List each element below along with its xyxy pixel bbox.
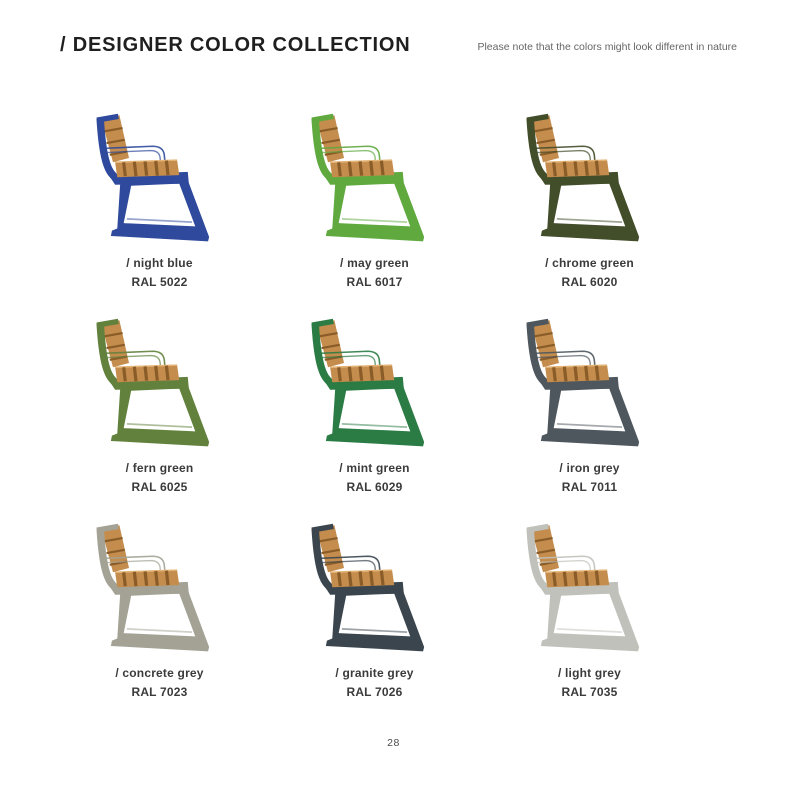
color-swatch-concrete-grey <box>52 521 267 726</box>
color-disclaimer-note: Please note that the colors might look different in nature <box>477 41 737 53</box>
color-name-label: / chrome green <box>545 256 634 270</box>
ral-code-label: RAL 7026 <box>346 685 403 699</box>
ral-code-label: RAL 7011 <box>561 480 618 494</box>
chair-illustration <box>85 521 235 662</box>
color-swatch-may-green <box>267 111 482 316</box>
color-swatch-granite-grey <box>267 521 482 726</box>
color-swatch-chrome-green <box>482 111 697 316</box>
color-swatch-mint-green <box>267 316 482 521</box>
ral-code-label: RAL 6017 <box>346 275 403 289</box>
page-number: 28 <box>387 737 400 749</box>
chair-illustration <box>300 111 450 252</box>
page-title: / DESIGNER COLOR COLLECTION <box>60 34 411 56</box>
color-name-label: / may green <box>340 256 409 270</box>
color-swatch-night-blue <box>52 111 267 316</box>
color-swatch-light-grey <box>482 521 697 726</box>
chair-illustration <box>300 316 450 457</box>
chair-illustration <box>515 316 665 457</box>
chair-illustration <box>300 521 450 662</box>
chair-illustration <box>515 521 665 662</box>
ral-code-label: RAL 5022 <box>131 275 188 289</box>
color-name-label: / fern green <box>125 461 194 475</box>
ral-code-label: RAL 6025 <box>131 480 188 494</box>
ral-code-label: RAL 6029 <box>346 480 403 494</box>
chair-illustration <box>515 111 665 252</box>
ral-code-label: RAL 6020 <box>561 275 618 289</box>
ral-code-label: RAL 7035 <box>561 685 618 699</box>
ral-code-label: RAL 7023 <box>131 685 188 699</box>
color-name-label: / granite grey <box>335 666 414 680</box>
color-name-label: / concrete grey <box>115 666 204 680</box>
color-name-label: / night blue <box>126 256 193 270</box>
chair-illustration <box>85 111 235 252</box>
color-grid <box>52 111 697 726</box>
color-swatch-fern-green <box>52 316 267 521</box>
color-name-label: / iron grey <box>559 461 620 475</box>
page-header <box>0 0 787 57</box>
color-swatch-iron-grey <box>482 316 697 521</box>
chair-illustration <box>85 316 235 457</box>
color-name-label: / mint green <box>339 461 410 475</box>
color-name-label: / light grey <box>557 666 622 680</box>
